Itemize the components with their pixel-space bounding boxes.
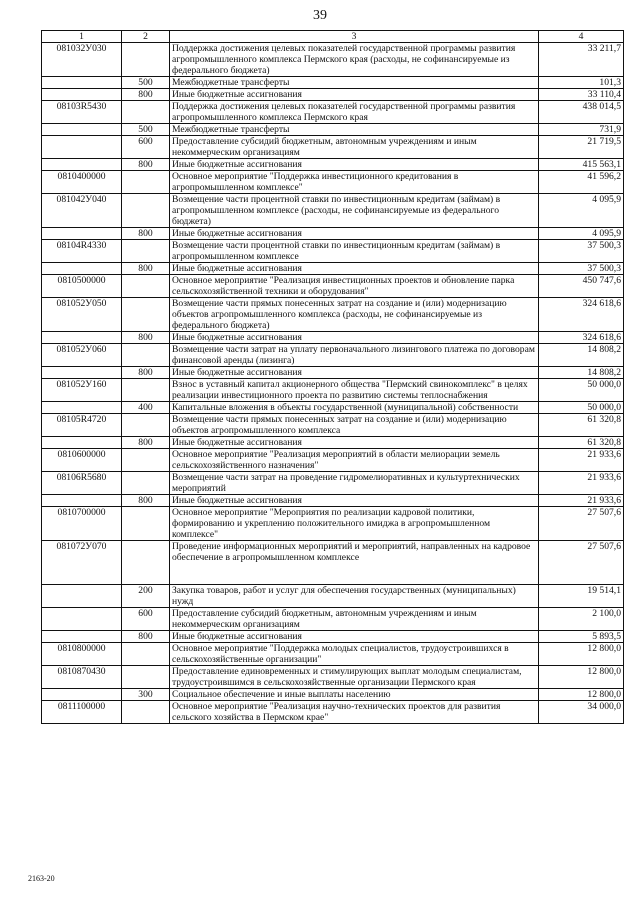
amount-cell: 101,3 bbox=[539, 77, 624, 89]
table-row bbox=[42, 631, 624, 643]
code-cell bbox=[42, 136, 122, 159]
table-row bbox=[42, 689, 624, 701]
table-row bbox=[42, 275, 624, 298]
table-row bbox=[42, 77, 624, 89]
name-cell: Иные бюджетные ассигнования bbox=[170, 89, 539, 101]
kvr-cell: 800 bbox=[122, 332, 170, 344]
code-cell: 081032У030 bbox=[42, 43, 122, 77]
name-cell: Межбюджетные трансферты bbox=[170, 77, 539, 89]
table-row bbox=[42, 159, 624, 171]
amount-cell: 14 808,2 bbox=[539, 344, 624, 367]
table-row bbox=[42, 332, 624, 344]
code-cell bbox=[42, 495, 122, 507]
table-row bbox=[42, 89, 624, 101]
kvr-cell: 600 bbox=[122, 136, 170, 159]
amount-cell: 450 747,6 bbox=[539, 275, 624, 298]
name-cell: Возмещение части прямых понесенных затрат на создание и (или) модернизацию объектов агропромышленного комплекса bbox=[170, 414, 539, 437]
code-cell: 081042У040 bbox=[42, 194, 122, 228]
table-row bbox=[42, 240, 624, 263]
amount-cell: 27 507,6 bbox=[539, 541, 624, 585]
code-cell: 0811100000 bbox=[42, 701, 122, 724]
table-row bbox=[42, 608, 624, 631]
kvr-cell bbox=[122, 275, 170, 298]
table-row bbox=[42, 495, 624, 507]
kvr-cell: 200 bbox=[122, 585, 170, 608]
code-cell: 0810500000 bbox=[42, 275, 122, 298]
table-row bbox=[42, 472, 624, 495]
code-cell bbox=[42, 631, 122, 643]
code-cell: 0810870430 bbox=[42, 666, 122, 689]
code-cell bbox=[42, 367, 122, 379]
amount-cell: 37 500,3 bbox=[539, 263, 624, 275]
table-row bbox=[42, 449, 624, 472]
header-col-2: 2 bbox=[122, 31, 170, 43]
name-cell: Поддержка достижения целевых показателей государственной программы развития агропромышленного комплекса Пермского края bbox=[170, 101, 539, 124]
budget-table bbox=[41, 30, 624, 724]
amount-cell: 438 014,5 bbox=[539, 101, 624, 124]
amount-cell: 21 933,6 bbox=[539, 472, 624, 495]
table-row bbox=[42, 344, 624, 367]
amount-cell: 50 000,0 bbox=[539, 379, 624, 402]
kvr-cell bbox=[122, 449, 170, 472]
code-cell bbox=[42, 228, 122, 240]
amount-cell: 5 893,5 bbox=[539, 631, 624, 643]
table-row bbox=[42, 507, 624, 541]
amount-cell: 324 618,6 bbox=[539, 332, 624, 344]
code-cell bbox=[42, 263, 122, 275]
kvr-cell: 500 bbox=[122, 77, 170, 89]
amount-cell: 21 933,6 bbox=[539, 449, 624, 472]
name-cell: Возмещение части затрат на уплату первоначального лизингового платежа по договорам финансовой аренды (лизинга) bbox=[170, 344, 539, 367]
code-cell: 08106R5680 bbox=[42, 472, 122, 495]
kvr-cell bbox=[122, 171, 170, 194]
amount-cell: 50 000,0 bbox=[539, 402, 624, 414]
code-cell: 08104R4330 bbox=[42, 240, 122, 263]
code-cell: 08103R5430 bbox=[42, 101, 122, 124]
kvr-cell: 800 bbox=[122, 437, 170, 449]
kvr-cell: 800 bbox=[122, 159, 170, 171]
table-row bbox=[42, 367, 624, 379]
kvr-cell: 800 bbox=[122, 495, 170, 507]
name-cell: Иные бюджетные ассигнования bbox=[170, 332, 539, 344]
amount-cell: 12 800,0 bbox=[539, 689, 624, 701]
table-row bbox=[42, 541, 624, 585]
table-row bbox=[42, 194, 624, 228]
kvr-cell bbox=[122, 701, 170, 724]
kvr-cell bbox=[122, 240, 170, 263]
table-row bbox=[42, 263, 624, 275]
amount-cell: 27 507,6 bbox=[539, 507, 624, 541]
kvr-cell bbox=[122, 194, 170, 228]
table-body bbox=[42, 43, 624, 724]
table-row bbox=[42, 171, 624, 194]
amount-cell: 33 110,4 bbox=[539, 89, 624, 101]
header-col-1: 1 bbox=[42, 31, 122, 43]
code-cell: 081052У050 bbox=[42, 298, 122, 332]
kvr-cell: 800 bbox=[122, 631, 170, 643]
table-row bbox=[42, 379, 624, 402]
name-cell: Возмещение части процентной ставки по инвестиционным кредитам (займам) в агропромышленном комплексе bbox=[170, 240, 539, 263]
amount-cell: 4 095,9 bbox=[539, 228, 624, 240]
name-cell: Основное мероприятие "Поддержка инвестиционного кредитования в агропромышленном комплексе" bbox=[170, 171, 539, 194]
kvr-cell: 800 bbox=[122, 263, 170, 275]
kvr-cell bbox=[122, 298, 170, 332]
amount-cell: 12 800,0 bbox=[539, 666, 624, 689]
table-row bbox=[42, 43, 624, 77]
code-cell bbox=[42, 402, 122, 414]
kvr-cell bbox=[122, 666, 170, 689]
kvr-cell bbox=[122, 43, 170, 77]
amount-cell: 2 100,0 bbox=[539, 608, 624, 631]
amount-cell: 4 095,9 bbox=[539, 194, 624, 228]
name-cell: Основное мероприятие "Реализация мероприятий в области мелиорации земель сельскохозяйственного назначения" bbox=[170, 449, 539, 472]
kvr-cell bbox=[122, 414, 170, 437]
name-cell: Основное мероприятие "Поддержка молодых специалистов, трудоустроившихся в сельскохозяйственные организации" bbox=[170, 643, 539, 666]
name-cell: Иные бюджетные ассигнования bbox=[170, 367, 539, 379]
amount-cell: 21 719,5 bbox=[539, 136, 624, 159]
table-row bbox=[42, 585, 624, 608]
amount-cell: 34 000,0 bbox=[539, 701, 624, 724]
kvr-cell bbox=[122, 379, 170, 402]
name-cell: Основное мероприятие "Реализация научно-технических проектов для развития сельского хозяйства в Пермском крае" bbox=[170, 701, 539, 724]
code-cell: 08105R4720 bbox=[42, 414, 122, 437]
name-cell: Иные бюджетные ассигнования bbox=[170, 228, 539, 240]
amount-cell: 41 596,2 bbox=[539, 171, 624, 194]
table-row bbox=[42, 298, 624, 332]
table-row bbox=[42, 136, 624, 159]
table-row bbox=[42, 402, 624, 414]
kvr-cell bbox=[122, 643, 170, 666]
amount-cell: 324 618,6 bbox=[539, 298, 624, 332]
code-cell bbox=[42, 585, 122, 608]
name-cell: Иные бюджетные ассигнования bbox=[170, 495, 539, 507]
amount-cell: 37 500,3 bbox=[539, 240, 624, 263]
name-cell: Основное мероприятие "Мероприятия по реализации кадровой политики, формированию и укреплению положительного имиджа в агропромышленном комплексе" bbox=[170, 507, 539, 541]
name-cell: Предоставление субсидий бюджетным, автономным учреждениям и иным некоммерческим организациям bbox=[170, 608, 539, 631]
name-cell: Иные бюджетные ассигнования bbox=[170, 631, 539, 643]
name-cell: Межбюджетные трансферты bbox=[170, 124, 539, 136]
amount-cell: 14 808,2 bbox=[539, 367, 624, 379]
name-cell: Основное мероприятие "Реализация инвестиционных проектов и обновление парка сельскохозяйственной техники и оборудования" bbox=[170, 275, 539, 298]
name-cell: Взнос в уставный капитал акционерного общества "Пермский свинокомплекс" в целях реализации инвестиционного проекта по развитию системы теплоснабжения bbox=[170, 379, 539, 402]
code-cell bbox=[42, 332, 122, 344]
kvr-cell bbox=[122, 541, 170, 585]
code-cell bbox=[42, 89, 122, 101]
code-cell: 0810800000 bbox=[42, 643, 122, 666]
code-cell bbox=[42, 437, 122, 449]
table-row bbox=[42, 228, 624, 240]
code-cell: 081072У070 bbox=[42, 541, 122, 585]
kvr-cell bbox=[122, 344, 170, 367]
kvr-cell: 600 bbox=[122, 608, 170, 631]
amount-cell: 61 320,8 bbox=[539, 437, 624, 449]
name-cell: Закупка товаров, работ и услуг для обеспечения государственных (муниципальных) нужд bbox=[170, 585, 539, 608]
table-row bbox=[42, 666, 624, 689]
kvr-cell bbox=[122, 101, 170, 124]
name-cell: Иные бюджетные ассигнования bbox=[170, 263, 539, 275]
name-cell: Предоставление единовременных и стимулирующих выплат молодым специалистам, трудоустроившимся в сельскохозяйственные организации Пермского края bbox=[170, 666, 539, 689]
code-cell bbox=[42, 159, 122, 171]
name-cell: Возмещение части прямых понесенных затрат на создание и (или) модернизацию объектов агропромышленного комплекса (расходы, не софинансируемые из федерального бюджета) bbox=[170, 298, 539, 332]
table-row bbox=[42, 101, 624, 124]
amount-cell: 415 563,1 bbox=[539, 159, 624, 171]
kvr-cell: 800 bbox=[122, 367, 170, 379]
amount-cell: 33 211,7 bbox=[539, 43, 624, 77]
amount-cell: 731,9 bbox=[539, 124, 624, 136]
kvr-cell: 500 bbox=[122, 124, 170, 136]
header-col-4: 4 bbox=[539, 31, 624, 43]
table-row bbox=[42, 437, 624, 449]
code-cell bbox=[42, 77, 122, 89]
name-cell: Возмещение части затрат на проведение гидромелиоративных и культуртехнических мероприятий bbox=[170, 472, 539, 495]
name-cell: Поддержка достижения целевых показателей государственной программы развития агропромышленного комплекса Пермского края (расходы, не софинансируемые из федерального бюджета) bbox=[170, 43, 539, 77]
table-row bbox=[42, 414, 624, 437]
code-cell: 081052У160 bbox=[42, 379, 122, 402]
table-header-row bbox=[42, 31, 624, 43]
table-row bbox=[42, 701, 624, 724]
code-cell: 0810600000 bbox=[42, 449, 122, 472]
kvr-cell: 800 bbox=[122, 228, 170, 240]
code-cell: 081052У060 bbox=[42, 344, 122, 367]
name-cell: Возмещение части процентной ставки по инвестиционным кредитам (займам) в агропромышленном комплексе (расходы, не софинансируемые из федерального бюджета) bbox=[170, 194, 539, 228]
kvr-cell: 800 bbox=[122, 89, 170, 101]
code-cell bbox=[42, 689, 122, 701]
amount-cell: 19 514,1 bbox=[539, 585, 624, 608]
code-cell: 0810700000 bbox=[42, 507, 122, 541]
name-cell: Социальное обеспечение и иные выплаты населению bbox=[170, 689, 539, 701]
amount-cell: 12 800,0 bbox=[539, 643, 624, 666]
name-cell: Иные бюджетные ассигнования bbox=[170, 437, 539, 449]
table-row bbox=[42, 124, 624, 136]
kvr-cell: 400 bbox=[122, 402, 170, 414]
code-cell bbox=[42, 124, 122, 136]
table-row bbox=[42, 643, 624, 666]
name-cell: Капитальные вложения в объекты государственной (муниципальной) собственности bbox=[170, 402, 539, 414]
name-cell: Предоставление субсидий бюджетным, автономным учреждениям и иным некоммерческим организациям bbox=[170, 136, 539, 159]
name-cell: Проведение информационных мероприятий и мероприятий, направленных на кадровое обеспечение в агропромышленном комплексе bbox=[170, 541, 539, 585]
amount-cell: 21 933,6 bbox=[539, 495, 624, 507]
header-col-3: 3 bbox=[170, 31, 539, 43]
name-cell: Иные бюджетные ассигнования bbox=[170, 159, 539, 171]
page-number: 39 bbox=[313, 8, 327, 23]
code-cell bbox=[42, 608, 122, 631]
amount-cell: 61 320,8 bbox=[539, 414, 624, 437]
kvr-cell bbox=[122, 472, 170, 495]
kvr-cell bbox=[122, 507, 170, 541]
code-cell: 0810400000 bbox=[42, 171, 122, 194]
kvr-cell: 300 bbox=[122, 689, 170, 701]
footer-code: 2163-20 bbox=[28, 874, 55, 883]
